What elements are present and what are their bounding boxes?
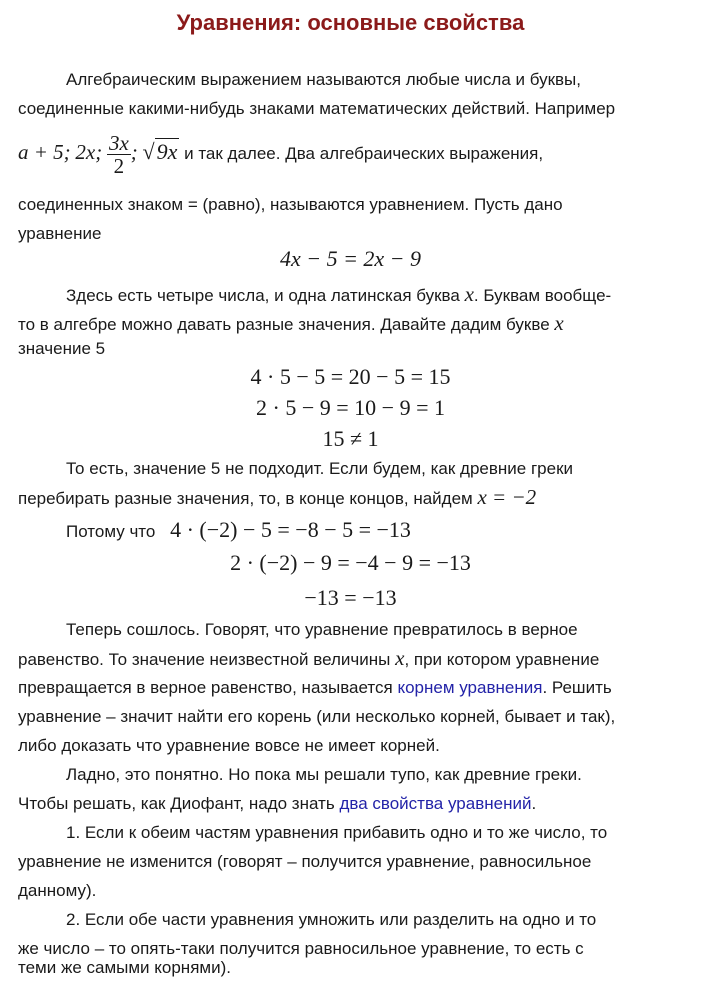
calc1-line-3: 15 ≠ 1 [322,426,379,451]
intro-expressions [18,128,688,178]
para4-text-3b: . Решить [542,678,612,697]
equation-main: 4x − 5 = 2x − 9 [279,246,422,271]
expr-b: 2x; [75,140,103,164]
calc1-line-1: 4 · 5 − 5 = 20 − 5 = 15 [250,364,451,389]
para4-text-2b: , при котором уравнение [404,650,600,669]
para4-line-1 [18,615,688,644]
para2-text-2: . Буквам вообще- [473,286,612,305]
fraction-numerator: 3x [108,131,129,156]
intro-text-3: и так далее. Два алгебраических выражения, [184,144,544,163]
sqrt-expression [143,138,180,164]
para5-text-1: Ладно, это понятно. Но пока мы решали тупо, как древние греки. [66,765,582,784]
para4-text-3a: превращается в верное равенство, называется [18,678,393,697]
para3-text-1: То есть, значение 5 не подходит. Если будем, как древние греки [66,459,574,478]
sqrt-radicand: 9x [156,139,178,164]
para5-text-2a: Чтобы решать, как Диофант, надо знать [18,794,335,813]
intro-line-2: соединенные какими-нибудь знаками математических действий. Например [18,99,616,118]
para2-text-1: Здесь есть четыре числа, и одна латинская буква [66,286,460,305]
fraction-denominator: 2 [113,154,125,179]
para5-line-2 [18,789,688,818]
para3-solution: x = −2 [477,485,537,509]
para4-line-2 [18,644,688,674]
expr-a: a + 5; [18,140,71,164]
para4-text-1: Теперь сошлось. Говорят, что уравнение превратилось в верное [66,620,578,639]
calc2-line-0: 4 · (−2) − 5 = −8 − 5 = −13 [170,517,411,542]
rule1-line-1 [18,818,688,847]
intro-line-4: соединенных знаком = (равно), называются уравнением. Пусть дано [18,195,563,214]
rule2-line-3: теми же самыми корнями). [18,958,231,977]
para5-text-2b: . [531,794,537,813]
page-title: Уравнения: основные свойства [176,10,525,35]
para2-var-1: x [464,282,474,306]
para4-line-5: либо доказать что уравнение вовсе не имеет корней. [18,736,440,755]
sqrt-sign: √ [142,139,155,164]
para2-line-3: значение 5 [18,339,106,358]
para4-text-2a: равенство. То значение неизвестной величины [18,650,391,669]
rule2-text-1: 2. Если обе части уравнения умножить или разделить на одно и то [66,910,597,929]
para3-line-2 [18,483,688,513]
intro-line-5: уравнение [18,224,102,243]
rule2-line-2: же число – то опять-таки получится равносильное уравнение, то есть с [18,939,584,958]
fraction-3x-over-2 [107,132,131,177]
calc2-line-1: 2 · (−2) − 9 = −4 − 9 = −13 [230,550,471,575]
para2-var-2: x [554,311,564,335]
calc1-line-2: 2 · 5 − 9 = 10 − 9 = 1 [256,395,445,420]
calc2-line-2: −13 = −13 [304,585,397,610]
link-root-of-equation[interactable]: корнем уравнения [397,678,543,697]
rule1-line-2: уравнение не изменится (говорят – получится уравнение, равносильное [18,852,592,871]
para3-text-2: перебирать разные значения, то, в конце концов, найдем [18,489,473,508]
intro-line-1 [18,65,688,94]
para4-var: x [395,646,405,670]
para2-line-1 [18,280,688,310]
rule2-line-1 [18,905,688,934]
para2-text-3: то в алгебре можно давать разные значения. Давайте дадим букве [18,315,550,334]
link-equation-properties[interactable]: два свойства уравнений [339,794,532,813]
para4-line-3 [18,673,688,702]
expr-semicolon: ; [130,140,138,164]
para3-because: Потому что [66,522,156,541]
para3-line-1 [18,454,688,483]
para3-line-3 [18,515,688,546]
rule1-line-3: данному). [18,881,97,900]
para5-line-1 [18,760,688,789]
intro-text-1: Алгебраическим выражением называются любые числа и буквы, [66,70,581,89]
para4-line-4: уравнение – значит найти его корень (или несколько корней, бывает и так), [18,707,616,726]
rule1-text-1: 1. Если к обеим частям уравнения прибавить одно и то же число, то [66,823,608,842]
